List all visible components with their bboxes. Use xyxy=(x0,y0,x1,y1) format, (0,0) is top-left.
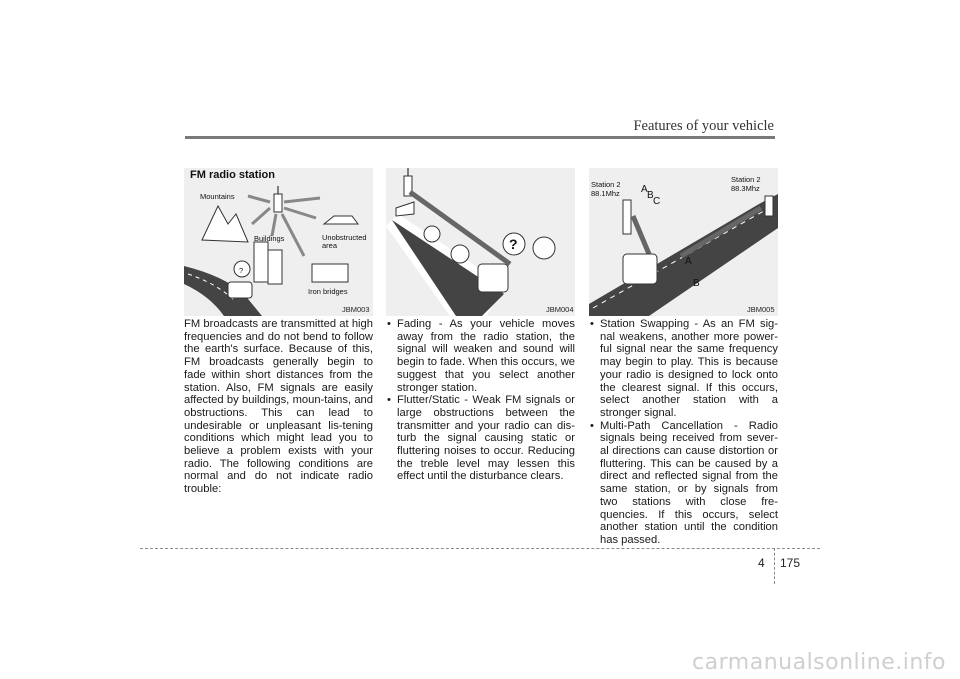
bullet-multi-path: • Multi-Path Cancellation - Radio signals being received from sever-al directions can cause distortion or fluttering. This can be caused by a direct and reflected signal from the same station, or by signals from two stations with close fre-quencies. If this occurs, select another station until the condition has passed. xyxy=(589,420,778,547)
letter-a-top: A xyxy=(641,184,648,195)
label-buildings: Buildings xyxy=(254,234,285,243)
car-swapping xyxy=(623,254,657,284)
header-title: Features of your vehicle xyxy=(633,118,774,134)
radio-tower-2 xyxy=(765,196,773,216)
illustration-station-swapping xyxy=(589,168,778,316)
bullet-station-swapping: • Station Swapping - As an FM sig-nal weakens, another more power-ful signal near the same frequency may begin to play. This is because your radio is designed to lock onto the clearest signal. If this occurs, select another station with a stronger signal. xyxy=(589,318,778,420)
intro-paragraph: FM broadcasts are transmitted at high frequencies and do not bend to follow the earth's surface. Because of this, FM broadcasts generally begin to fade within short distances from the station. Also, FM signals are easily affected by buildings, moun-tains, and obstructions. This can lead to undesirable or unpleasant lis-tening conditions which might lead you to believe a problem exists with your radio. The following conditions are normal and do not indicate radio trouble: xyxy=(184,318,373,496)
signal-beam-1 xyxy=(633,216,649,254)
label-station2-line1: Station 2 xyxy=(731,175,761,184)
fading-drawing xyxy=(386,168,575,316)
label-mountains: Mountains xyxy=(200,192,235,201)
watermark: carmanualsonline.info xyxy=(692,650,946,675)
car-unobstructed xyxy=(324,216,358,224)
section-number: 4 xyxy=(758,556,765,570)
fig1-code: JBM003 xyxy=(342,305,370,314)
fig1-title: FM radio station xyxy=(190,169,275,181)
radio-tower-1 xyxy=(623,200,631,234)
sound-waves-icon xyxy=(396,202,414,216)
footer-divider xyxy=(774,548,775,584)
footer-rule xyxy=(140,548,820,549)
letter-a-car: A xyxy=(685,256,692,267)
fig1-question-mark: ? xyxy=(239,266,244,275)
label-iron-bridges: Iron bridges xyxy=(308,287,348,296)
station-swapping-drawing xyxy=(589,168,778,316)
bullet-fading: • Fading - As your vehicle moves away from the radio station, the signal will weaken and sound will begin to fade. When this occurs, we suggest that you select another stronger station. xyxy=(386,318,575,394)
label-unobstructed-line1: Unobstructed xyxy=(322,233,367,242)
letter-b-top: B xyxy=(647,190,654,201)
column-1 xyxy=(184,318,373,496)
fig2-question-mark: ? xyxy=(509,236,518,252)
column-2 xyxy=(386,318,575,483)
car-fading xyxy=(478,264,508,292)
bullet-flutter-static: • Flutter/Static - Weak FM signals or large obstructions between the transmitter and your radio can dis-turb the signal causing static or fluttering noises to occur. Reducing the treble level may lessen this effect until the disturbance clears. xyxy=(386,394,575,483)
mountains-shape xyxy=(202,206,248,242)
label-station1-line1: Station 2 xyxy=(591,180,621,189)
column-3 xyxy=(589,318,778,547)
label-unobstructed-line2: area xyxy=(322,241,338,250)
fm-radio-station-drawing xyxy=(184,168,373,316)
label-station1-line2: 88.1Mhz xyxy=(591,189,620,198)
letter-c-top: C xyxy=(653,196,661,207)
illustration-fading xyxy=(386,168,575,316)
building-1 xyxy=(254,242,268,282)
car-fm xyxy=(228,282,252,298)
header-rule xyxy=(185,136,775,139)
illustration-fm-radio-station xyxy=(184,168,373,316)
radio-tower xyxy=(274,194,282,212)
fig2-code: JBM004 xyxy=(546,305,574,314)
letter-b-car: B xyxy=(693,278,700,289)
fig3-code: JBM005 xyxy=(747,305,775,314)
page-number: 175 xyxy=(780,556,801,570)
iron-bridge xyxy=(312,264,348,282)
building-2 xyxy=(268,250,282,284)
label-station2-line2: 88.3Mhz xyxy=(731,184,760,193)
